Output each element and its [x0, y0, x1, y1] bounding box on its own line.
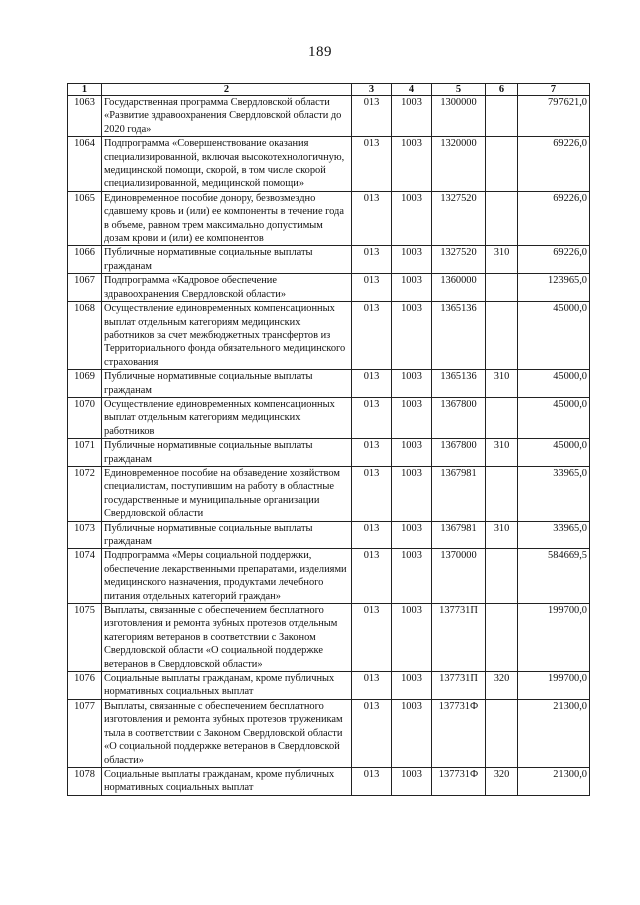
header-col-2: 2 [102, 84, 352, 96]
section-code-cell: 1003 [392, 439, 432, 467]
amount-cell: 45000,0 [518, 370, 590, 398]
target-article-cell: 1365136 [432, 370, 486, 398]
page-number: 189 [308, 44, 332, 60]
target-article-cell: 137731Ф [432, 767, 486, 795]
row-number-cell: 1064 [68, 137, 102, 192]
amount-cell: 797621,0 [518, 96, 590, 137]
item-name-cell: Подпрограмма «Меры социальной поддержки, обеспечение лекарственными препаратами, изделиями медицинского назначения, продуктами лечебного питания отдельных категорий граждан» [102, 549, 352, 604]
expense-type-cell [486, 397, 518, 438]
section-code-cell: 1003 [392, 246, 432, 274]
section-code-cell: 1003 [392, 549, 432, 604]
target-article-cell: 1365136 [432, 302, 486, 370]
ministry-code-cell: 013 [352, 302, 392, 370]
item-name-cell: Публичные нормативные социальные выплаты гражданам [102, 439, 352, 467]
ministry-code-cell: 013 [352, 604, 392, 672]
section-code-cell: 1003 [392, 767, 432, 795]
ministry-code-cell: 013 [352, 672, 392, 700]
amount-cell: 33965,0 [518, 521, 590, 549]
row-number-cell: 1067 [68, 274, 102, 302]
section-code-cell: 1003 [392, 191, 432, 246]
item-name-cell: Подпрограмма «Кадровое обеспечение здравоохранения Свердловской области» [102, 274, 352, 302]
ministry-code-cell: 013 [352, 96, 392, 137]
expense-type-cell [486, 96, 518, 137]
target-article-cell: 1370000 [432, 549, 486, 604]
target-article-cell: 137731П [432, 604, 486, 672]
ministry-code-cell: 013 [352, 137, 392, 192]
amount-cell: 584669,5 [518, 549, 590, 604]
row-number-cell: 1077 [68, 699, 102, 767]
amount-cell: 199700,0 [518, 604, 590, 672]
header-row [68, 84, 590, 96]
section-code-cell: 1003 [392, 466, 432, 521]
item-name-cell: Подпрограмма «Совершенствование оказания специализированной, включая высокотехнологичную, медицинской помощи, скорой, в том числе скорой специализированной, медицинской помощи» [102, 137, 352, 192]
target-article-cell: 137731Ф [432, 699, 486, 767]
ministry-code-cell: 013 [352, 699, 392, 767]
ministry-code-cell: 013 [352, 274, 392, 302]
item-name-cell: Публичные нормативные социальные выплаты гражданам [102, 521, 352, 549]
expense-type-cell [486, 604, 518, 672]
table-row [68, 672, 590, 700]
expense-type-cell [486, 302, 518, 370]
table-row [68, 699, 590, 767]
amount-cell: 21300,0 [518, 767, 590, 795]
expense-type-cell [486, 466, 518, 521]
row-number-cell: 1073 [68, 521, 102, 549]
target-article-cell: 1367800 [432, 397, 486, 438]
item-name-cell: Единовременное пособие донору, безвозмездно сдавшему кровь и (или) ее компоненты в течение года в объеме, равном трем максимально допустимым дозам крови и (или) ее компонентов [102, 191, 352, 246]
header-col-1: 1 [68, 84, 102, 96]
row-number-cell: 1063 [68, 96, 102, 137]
section-code-cell: 1003 [392, 604, 432, 672]
expense-type-cell: 320 [486, 767, 518, 795]
row-number-cell: 1069 [68, 370, 102, 398]
item-name-cell: Выплаты, связанные с обеспечением бесплатного изготовления и ремонта зубных протезов отдельным категориям ветеранов в соответствии с Законом Свердловской области «О социальной поддержке ветеранов в Свердловской области» [102, 604, 352, 672]
item-name-cell: Публичные нормативные социальные выплаты гражданам [102, 246, 352, 274]
section-code-cell: 1003 [392, 274, 432, 302]
budget-table [67, 83, 590, 796]
ministry-code-cell: 013 [352, 466, 392, 521]
expense-type-cell [486, 137, 518, 192]
target-article-cell: 1300000 [432, 96, 486, 137]
row-number-cell: 1071 [68, 439, 102, 467]
item-name-cell: Единовременное пособие на обзаведение хозяйством специалистам, поступившим на работу в областные государственные и муниципальные организации Свердловской области [102, 466, 352, 521]
row-number-cell: 1076 [68, 672, 102, 700]
row-number-cell: 1075 [68, 604, 102, 672]
table-row [68, 549, 590, 604]
amount-cell: 45000,0 [518, 397, 590, 438]
expense-type-cell [486, 549, 518, 604]
ministry-code-cell: 013 [352, 246, 392, 274]
table-row [68, 397, 590, 438]
expense-type-cell: 310 [486, 370, 518, 398]
row-number-cell: 1078 [68, 767, 102, 795]
ministry-code-cell: 013 [352, 767, 392, 795]
item-name-cell: Государственная программа Свердловской области «Развитие здравоохранения Свердловской области до 2020 года» [102, 96, 352, 137]
header-col-5: 5 [432, 84, 486, 96]
header-col-7: 7 [518, 84, 590, 96]
target-article-cell: 1327520 [432, 191, 486, 246]
ministry-code-cell: 013 [352, 370, 392, 398]
row-number-cell: 1065 [68, 191, 102, 246]
table-row [68, 604, 590, 672]
row-number-cell: 1072 [68, 466, 102, 521]
target-article-cell: 137731П [432, 672, 486, 700]
table-row [68, 439, 590, 467]
table-row [68, 137, 590, 192]
section-code-cell: 1003 [392, 137, 432, 192]
row-number-cell: 1074 [68, 549, 102, 604]
ministry-code-cell: 013 [352, 521, 392, 549]
section-code-cell: 1003 [392, 397, 432, 438]
target-article-cell: 1367981 [432, 466, 486, 521]
amount-cell: 123965,0 [518, 274, 590, 302]
expense-type-cell [486, 699, 518, 767]
target-article-cell: 1367800 [432, 439, 486, 467]
item-name-cell: Выплаты, связанные с обеспечением бесплатного изготовления и ремонта зубных протезов труженикам тыла в соответствии с Законом Свердловской области «О социальной поддержке ветеранов в Свердловской области» [102, 699, 352, 767]
item-name-cell: Осуществление единовременных компенсационных выплат отдельным категориям медицинских работников [102, 397, 352, 438]
section-code-cell: 1003 [392, 370, 432, 398]
header-col-4: 4 [392, 84, 432, 96]
target-article-cell: 1327520 [432, 246, 486, 274]
item-name-cell: Социальные выплаты гражданам, кроме публичных нормативных социальных выплат [102, 672, 352, 700]
target-article-cell: 1367981 [432, 521, 486, 549]
amount-cell: 69226,0 [518, 246, 590, 274]
amount-cell: 69226,0 [518, 137, 590, 192]
table-header [68, 84, 590, 96]
amount-cell: 21300,0 [518, 699, 590, 767]
header-col-3: 3 [352, 84, 392, 96]
expense-type-cell: 310 [486, 521, 518, 549]
ministry-code-cell: 013 [352, 191, 392, 246]
amount-cell: 199700,0 [518, 672, 590, 700]
amount-cell: 33965,0 [518, 466, 590, 521]
table-row [68, 370, 590, 398]
amount-cell: 45000,0 [518, 302, 590, 370]
row-number-cell: 1070 [68, 397, 102, 438]
row-number-cell: 1066 [68, 246, 102, 274]
table-row [68, 521, 590, 549]
item-name-cell: Публичные нормативные социальные выплаты гражданам [102, 370, 352, 398]
section-code-cell: 1003 [392, 699, 432, 767]
amount-cell: 45000,0 [518, 439, 590, 467]
table-row [68, 767, 590, 795]
ministry-code-cell: 013 [352, 549, 392, 604]
ministry-code-cell: 013 [352, 439, 392, 467]
table-row [68, 191, 590, 246]
expense-type-cell: 320 [486, 672, 518, 700]
ministry-code-cell: 013 [352, 397, 392, 438]
table-row [68, 466, 590, 521]
item-name-cell: Осуществление единовременных компенсационных выплат отдельным категориям медицинских работников за счет межбюджетных трансфертов из Территориального фонда обязательного медицинского страхования [102, 302, 352, 370]
target-article-cell: 1360000 [432, 274, 486, 302]
item-name-cell: Социальные выплаты гражданам, кроме публичных нормативных социальных выплат [102, 767, 352, 795]
expense-type-cell [486, 191, 518, 246]
table-row [68, 302, 590, 370]
table-row [68, 274, 590, 302]
table-body [68, 96, 590, 796]
section-code-cell: 1003 [392, 96, 432, 137]
section-code-cell: 1003 [392, 672, 432, 700]
table-row [68, 96, 590, 137]
section-code-cell: 1003 [392, 521, 432, 549]
row-number-cell: 1068 [68, 302, 102, 370]
target-article-cell: 1320000 [432, 137, 486, 192]
expense-type-cell: 310 [486, 439, 518, 467]
section-code-cell: 1003 [392, 302, 432, 370]
table-row [68, 246, 590, 274]
expense-type-cell [486, 274, 518, 302]
header-col-6: 6 [486, 84, 518, 96]
amount-cell: 69226,0 [518, 191, 590, 246]
expense-type-cell: 310 [486, 246, 518, 274]
